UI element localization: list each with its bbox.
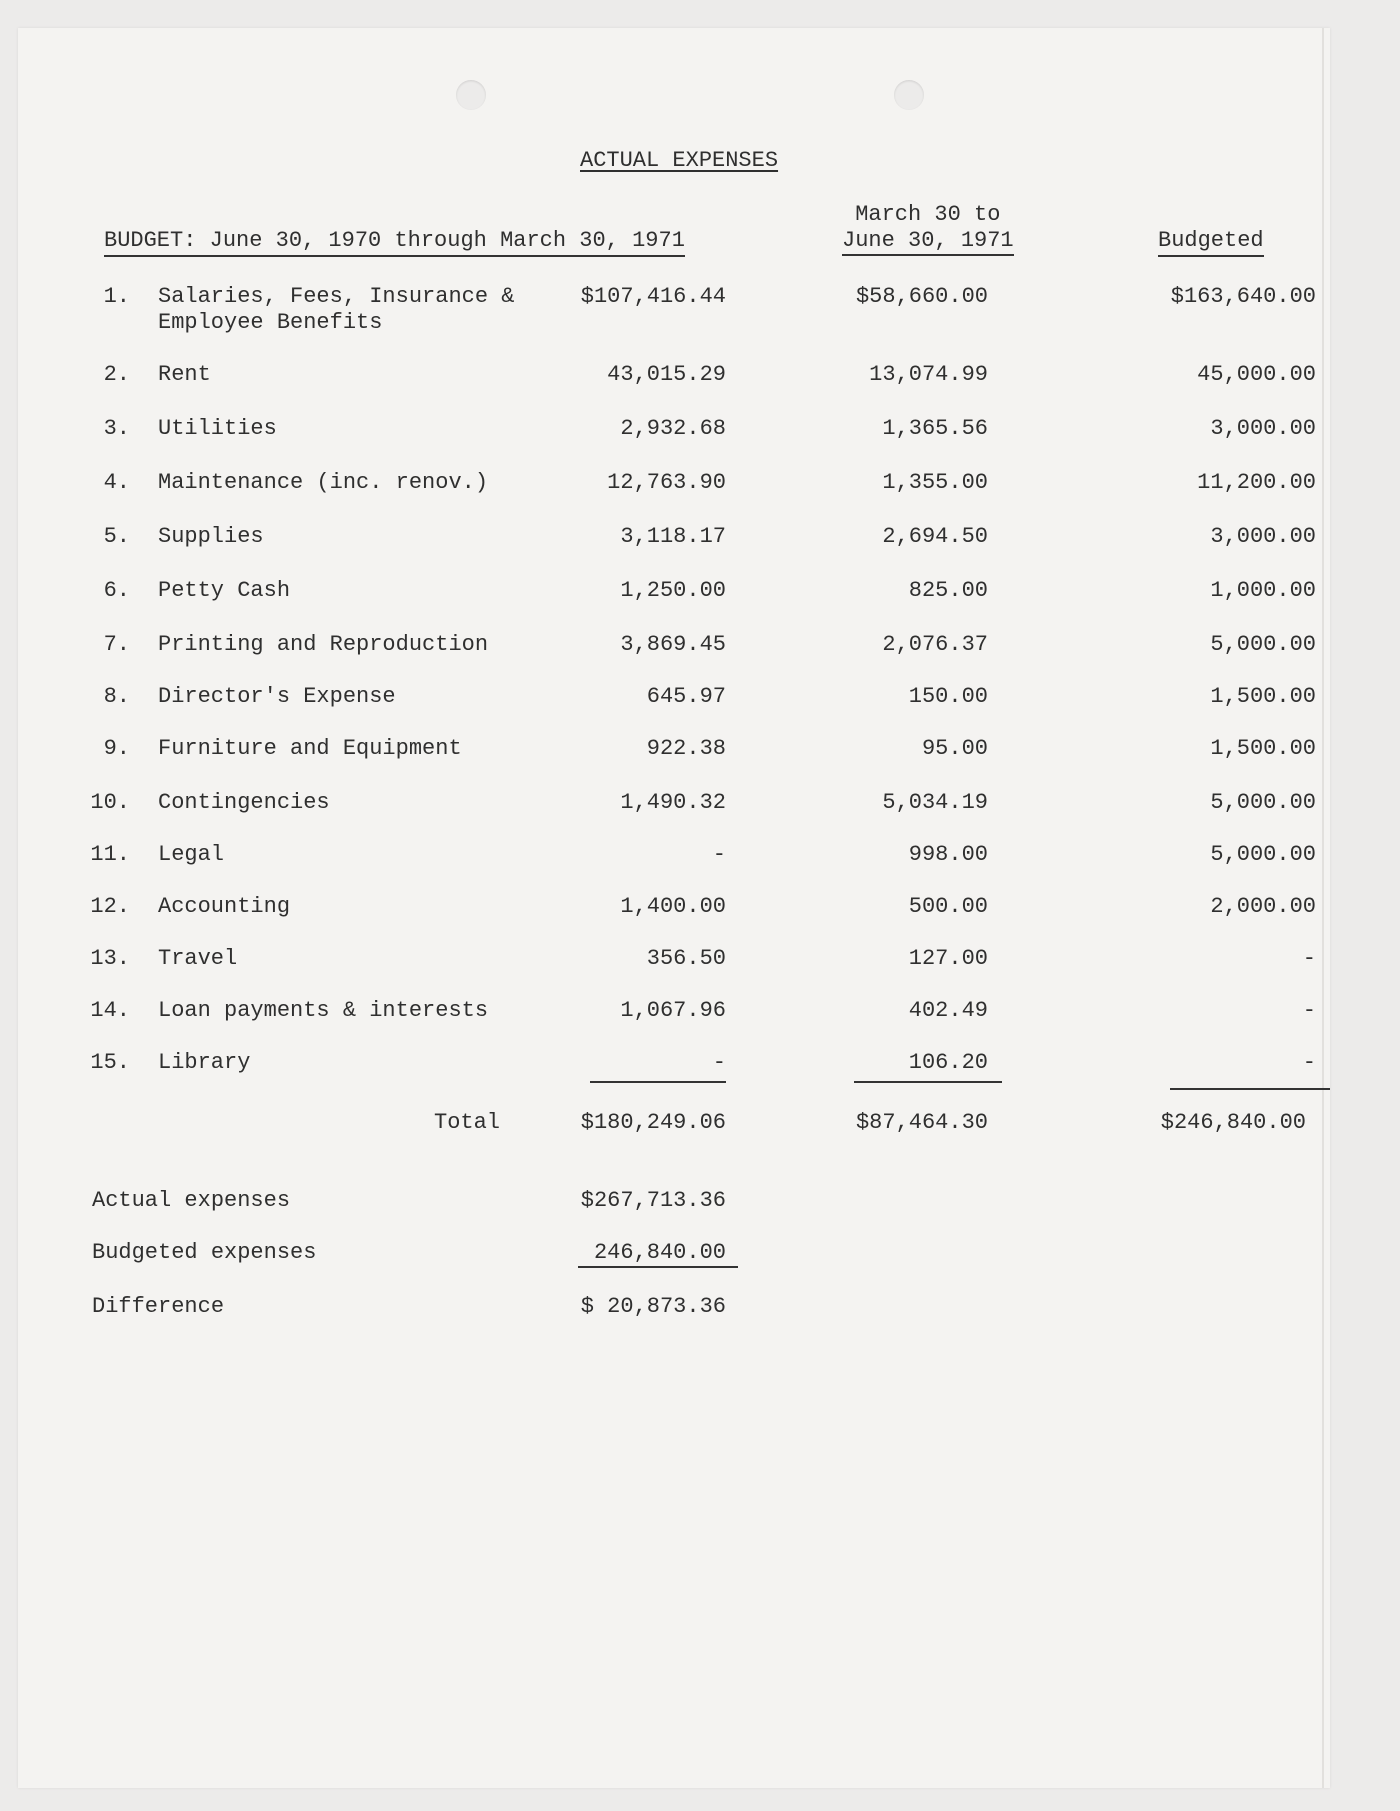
row-actual-value: 12,763.90 — [607, 470, 726, 495]
row-label-continued: Employee Benefits — [158, 310, 383, 335]
row-budgeted-value: $163,640.00 — [1170, 284, 1316, 309]
row-number: 8. — [103, 684, 130, 709]
row-number: 6. — [103, 578, 130, 603]
summary-rule — [578, 1266, 738, 1268]
row-number: 12. — [90, 894, 130, 919]
total-period: $87,464.30 — [855, 1110, 988, 1135]
row-actual-value: 2,932.68 — [620, 416, 726, 441]
row-budgeted-value: 1,500.00 — [1210, 684, 1316, 709]
row-actual-value: 43,015.29 — [607, 362, 726, 387]
row-label: Director's Expense — [158, 684, 396, 709]
total-budgeted: $246,840.00 — [1160, 1110, 1306, 1135]
row-period-value: 2,076.37 — [882, 632, 988, 657]
row-period-value: 127.00 — [908, 946, 988, 971]
row-period-value: 106.20 — [908, 1050, 988, 1075]
row-number: 9. — [103, 736, 130, 761]
row-actual-value: 1,250.00 — [620, 578, 726, 603]
period-column-rule — [854, 1081, 1002, 1083]
row-period-value: 402.49 — [908, 998, 988, 1023]
row-actual-value: - — [712, 842, 726, 867]
row-budgeted-value: 1,500.00 — [1210, 736, 1316, 761]
row-actual-value: 356.50 — [646, 946, 726, 971]
row-period-value: 95.00 — [921, 736, 988, 761]
row-actual-value: 3,869.45 — [620, 632, 726, 657]
summary-label: Difference — [92, 1294, 225, 1319]
row-label: Rent — [158, 362, 211, 387]
row-period-value: 5,034.19 — [882, 790, 988, 815]
row-label: Contingencies — [158, 790, 330, 815]
row-actual-value: 1,067.96 — [620, 998, 726, 1023]
row-budgeted-value: - — [1302, 1050, 1316, 1075]
row-label: Printing and Reproduction — [158, 632, 489, 657]
row-period-value: 1,365.56 — [882, 416, 988, 441]
row-budgeted-value: 45,000.00 — [1197, 362, 1316, 387]
row-actual-value: 922.38 — [646, 736, 726, 761]
row-label: Supplies — [158, 524, 264, 549]
row-label: Salaries, Fees, Insurance & — [158, 284, 515, 309]
row-actual-value: $107,416.44 — [580, 284, 726, 309]
row-number: 2. — [103, 362, 130, 387]
summary-label: Actual expenses — [92, 1188, 291, 1213]
summary-value: $ 20,873.36 — [580, 1294, 726, 1319]
row-actual-value: 3,118.17 — [620, 524, 726, 549]
row-actual-value: 1,400.00 — [620, 894, 726, 919]
summary-label: Budgeted expenses — [92, 1240, 317, 1265]
row-number: 11. — [90, 842, 130, 867]
row-period-value: 1,355.00 — [882, 470, 988, 495]
punch-hole — [456, 80, 486, 110]
row-number: 3. — [103, 416, 130, 441]
row-period-value: 825.00 — [908, 578, 988, 603]
row-budgeted-value: 3,000.00 — [1210, 416, 1316, 441]
row-label: Utilities — [158, 416, 277, 441]
row-number: 10. — [90, 790, 130, 815]
row-number: 5. — [103, 524, 130, 549]
row-budgeted-value: 5,000.00 — [1210, 790, 1316, 815]
row-budgeted-value: - — [1302, 946, 1316, 971]
row-budgeted-value: 5,000.00 — [1210, 632, 1316, 657]
row-label: Travel — [158, 946, 238, 971]
budgeted-column-rule — [1170, 1088, 1330, 1090]
row-label: Maintenance (inc. renov.) — [158, 470, 489, 495]
row-period-value: 2,694.50 — [882, 524, 988, 549]
summary-value: 246,840.00 — [593, 1240, 726, 1265]
row-budgeted-value: 5,000.00 — [1210, 842, 1316, 867]
row-actual-value: - — [712, 1050, 726, 1075]
row-label: Furniture and Equipment — [158, 736, 462, 761]
row-number: 15. — [90, 1050, 130, 1075]
row-budgeted-value: 2,000.00 — [1210, 894, 1316, 919]
period-header-line2: June 30, 1971 — [842, 228, 1014, 256]
summary-value: $267,713.36 — [580, 1188, 726, 1213]
row-label: Library — [158, 1050, 251, 1075]
row-label: Loan payments & interests — [158, 998, 489, 1023]
row-period-value: 998.00 — [908, 842, 988, 867]
row-label: Petty Cash — [158, 578, 291, 603]
row-budgeted-value: 1,000.00 — [1210, 578, 1316, 603]
row-period-value: $58,660.00 — [855, 284, 988, 309]
row-number: 14. — [90, 998, 130, 1023]
budget-period-header: BUDGET: June 30, 1970 through March 30, 1971 — [104, 228, 685, 257]
row-label: Legal — [158, 842, 225, 867]
row-period-value: 500.00 — [908, 894, 988, 919]
actual-column-rule — [590, 1081, 726, 1083]
row-actual-value: 1,490.32 — [620, 790, 726, 815]
total-actual: $180,249.06 — [580, 1110, 726, 1135]
row-number: 7. — [103, 632, 130, 657]
row-label: Accounting — [158, 894, 291, 919]
row-number: 13. — [90, 946, 130, 971]
row-period-value: 13,074.99 — [869, 362, 988, 387]
row-budgeted-value: 11,200.00 — [1197, 470, 1316, 495]
row-number: 1. — [103, 284, 130, 309]
total-label: Total — [434, 1110, 501, 1135]
budgeted-column-header: Budgeted — [1158, 228, 1264, 257]
row-period-value: 150.00 — [908, 684, 988, 709]
document-title: ACTUAL EXPENSES — [580, 148, 779, 173]
row-budgeted-value: - — [1302, 998, 1316, 1023]
row-number: 4. — [103, 470, 130, 495]
punch-hole — [894, 80, 924, 110]
period-column-header — [842, 202, 1014, 256]
period-header-line1: March 30 to — [855, 202, 1001, 227]
row-actual-value: 645.97 — [646, 684, 726, 709]
row-budgeted-value: 3,000.00 — [1210, 524, 1316, 549]
page-edge — [1322, 28, 1324, 1788]
